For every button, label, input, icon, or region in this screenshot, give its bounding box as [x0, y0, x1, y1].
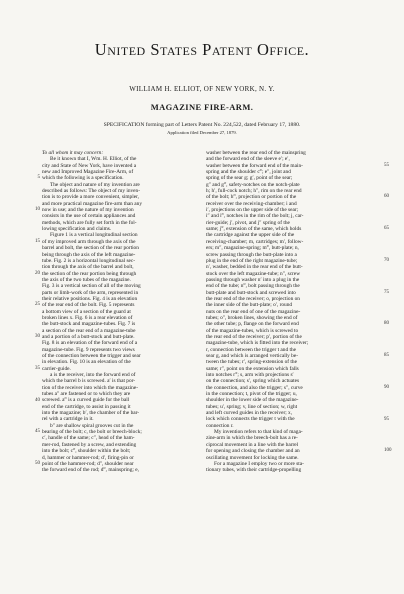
text-line: washer between the forward end of the main-	[206, 162, 303, 169]
office-title: United States Patent Office.	[94, 40, 310, 59]
text-line: described as follows: The object of my inven-	[42, 188, 140, 195]
text-line: plug in the end of the right magazine-tube;	[206, 257, 298, 264]
text-line: same; r″, point on the extension which falls	[206, 365, 299, 372]
text-line: stock over the left magazine-tube; n″, screw	[206, 270, 301, 277]
text-line: tube. Fig. 2 is a horizontal longitudinal sec-	[42, 257, 136, 264]
text-line: consists in the use of certain appliances and	[42, 213, 136, 220]
text-line: the forward end of the rod; d‴, mainspring; e,	[42, 467, 139, 474]
text-line: into the magazine; b′, the chamber of the bar-	[42, 410, 140, 417]
text-line: the rear end of the receiver; p′, portion of the	[206, 333, 302, 340]
text-line: Be it known that I, Wm. H. Elliot, of the	[50, 156, 137, 163]
text-line: receiving-chamber; m, cartridges; m′, follow-	[206, 238, 304, 245]
text-line: point of the hammer-rod; d″, shoulder near	[42, 460, 134, 467]
text-line: r, connection between the trigger t and the	[206, 346, 297, 353]
text-line: end of the cartridge, to assist in passing it	[42, 403, 131, 410]
text-line: now in use; and the nature of my invention	[42, 207, 134, 214]
text-line: and the forward end of the sleeve e′; e′,	[206, 156, 290, 163]
text-line: g″ and g‴, safety-notches on the notch-plate	[206, 181, 300, 188]
text-line: spring and the shoulder c‴; e″, joint and	[206, 169, 291, 176]
text-line: the other tube; p, flange on the forward end	[206, 321, 299, 328]
text-line: The object and nature of my invention are	[50, 181, 140, 188]
text-line: broken lines x. Fig. 6 is a rear elevation of	[42, 314, 133, 321]
text-line: receiver over the receiving-chamber; i and	[206, 200, 297, 207]
text-line: rier-guide; j′, pivot, and j″ spring of the	[206, 219, 290, 226]
text-line: spring of the sear g; g′, point of the sear;	[206, 175, 293, 182]
text-line: bearing of the bolt; c, the bolt or breech-block;	[42, 429, 142, 436]
text-line: d, hammer or hammer-rod; d′, firing-pin or	[42, 454, 134, 461]
text-line: Fig. 3 is a vertical section of all of the moving	[42, 283, 141, 290]
text-line: tubes; o″, broken lines, showing the end of	[206, 314, 298, 321]
text-line: and a portion of a butt-stock and butt-plate.	[42, 333, 135, 340]
text-line: a section of the rear end of a magazine-tube	[42, 327, 136, 334]
line-number: 55	[384, 162, 389, 168]
application-line: Application filed December 27, 1879.	[167, 130, 237, 135]
text-line: tubes a″ are fastened or to which they are	[42, 391, 131, 398]
line-number: 15	[35, 238, 40, 244]
text-line: lock which connects the trigger t with the	[206, 416, 295, 423]
text-line: nuts on the rear end of one of the magazine-	[206, 308, 301, 315]
text-line: ciprocal movement in a line with the barrel	[206, 441, 299, 448]
text-line: i″ and i‴, notches in the rim of the bolt; j, car-	[206, 213, 304, 220]
text-line: of the connection between the trigger and sear	[42, 353, 141, 359]
text-line: zine-arm in which the breech-bolt has a re-	[206, 435, 298, 442]
text-line: tubes; u′, spring; v, line of section; w, right	[206, 403, 298, 410]
text-line: of the bolt; h‴, projection or portion of the	[206, 194, 297, 201]
text-line: the section of the rear portion being through	[42, 270, 137, 277]
text-line: of my improved arm through the axis of the	[42, 238, 136, 245]
text-line: rel with a cartridge in it.	[42, 416, 94, 423]
line-number: 5	[37, 175, 40, 181]
text-line: the cartridge against the upper side of the	[206, 232, 295, 239]
text-line: in the connection; t, pivot of the trigger; u,	[206, 391, 297, 398]
line-number: 65	[384, 226, 389, 232]
text-line: a bottom view of a section of the guard at	[42, 308, 131, 315]
text-line: and left curved guides in the receiver; x,	[206, 410, 293, 417]
text-line: tion through the axis of the barrel and bolt,	[42, 264, 134, 271]
inventor-line: WILLIAM H. ELLIOT, OF NEW YORK, N. Y.	[129, 85, 275, 93]
text-line: tion of the receiver into which the magazine-	[42, 384, 138, 391]
text-line: new and Improved Magazine Fire-Arm, of	[42, 169, 134, 176]
text-line: For a magazine I employ two or more sta-	[214, 460, 304, 467]
line-number: 80	[384, 321, 389, 327]
text-line: same; j‴, extension of the same, which holds	[206, 226, 302, 233]
text-line: butt-plate and butt-stock and screwed into	[206, 289, 296, 296]
text-line: the axis of the two tubes of the magazine.	[42, 276, 131, 283]
text-line: i′, projections on the upper side of the sear;	[206, 207, 299, 214]
text-line: which the following is a specification.	[42, 175, 124, 182]
line-number: 90	[384, 384, 389, 390]
text-line: of the rear end of the bolt. Fig. 5 represents	[42, 302, 135, 309]
text-line: the inner side of the butt-plate; o′, round	[206, 302, 293, 309]
text-line: and more practical magazine fire-arm than any	[42, 200, 142, 207]
line-number: 100	[384, 448, 392, 454]
text-line: magazine-tube. Fig. 9 represents two views	[42, 346, 135, 353]
text-line: of the magazine-tubes, which is screwed to	[206, 327, 299, 334]
text-line: in elevation. Fig. 10 is an elevation of the	[42, 359, 131, 366]
text-line: shoulder in the lower side of the magazine-	[206, 397, 299, 404]
text-line: on the connection; s′, spring which actuates	[206, 378, 300, 385]
text-line: into notches r‴; s, arm with projections s′	[206, 372, 294, 379]
text-line: the rear end of the receiver; o, projection on	[206, 295, 300, 302]
text-line: Figure 1 is a vertical longitudinal section	[50, 232, 138, 239]
line-number: 45	[35, 429, 40, 435]
text-line: c′, handle of the same; c″, head of the ham-	[42, 435, 135, 442]
text-line: methods, which are fully set forth in the fol-	[42, 219, 137, 226]
line-number: 60	[384, 194, 389, 200]
text-line: city and State of New York, have invented a	[42, 162, 137, 169]
line-number: 25	[35, 302, 40, 308]
text-line: for opening and closing the chamber and an	[206, 448, 300, 455]
text-line: n′, washer, bedded in the rear end of the butt-	[206, 264, 303, 271]
text-line: passing through washer n′ into a plug in the	[206, 276, 300, 283]
specification-line: SPECIFICATION forming part of Letters Patent No. 224,522, dated February 17, 1880.	[103, 122, 301, 128]
text-line: connection r.	[206, 422, 234, 429]
text-line: sear g, and which is arranged vertically be-	[206, 353, 298, 359]
text-line: parts or limb-work of the arm, represented in	[42, 289, 139, 296]
text-line: ers; m″, magazine-spring; m‴, butt-plate; n,	[206, 245, 299, 252]
text-line: screwed. a‴ is a curved guide for the ball	[42, 397, 130, 404]
text-line: screw passing through the butt-plate into a	[206, 251, 297, 258]
text-line: end of the tube; n‴, bolt passing through the	[206, 283, 300, 290]
text-line: mer-rod, fastened by a screw, and extending	[42, 441, 137, 448]
text-line: oscillating movement for locking the same.	[206, 454, 299, 461]
text-line: tionary tubes, with their cartridge-propelling	[206, 467, 302, 474]
text-line: their relative positions. Fig. 4 is an elevation	[42, 295, 138, 302]
left-text-column	[42, 150, 214, 474]
text-line: into the bolt; c‴, shoulder within the bolt;	[42, 448, 131, 455]
line-number: 95	[384, 416, 389, 422]
line-number: 10	[35, 207, 40, 213]
text-line: the butt-stock and magazine-tubes. Fig. 7 is	[42, 321, 136, 328]
line-number: 30	[35, 334, 40, 340]
text-line: being through the axis of the left magazine-	[42, 251, 136, 258]
text-line: lowing specification and claims.	[42, 226, 112, 233]
text-line: carrier-guide.	[42, 365, 71, 372]
text-line: h; h′, full-cock notch; h″, rim on the rear end	[206, 188, 302, 195]
text-line: b″ are shallow spiral grooves cut in the	[50, 422, 134, 429]
text-line: tween the tubes; r′, spring-extension of the	[206, 359, 297, 366]
text-line: To all whom it may concern:	[42, 150, 104, 156]
text-line: the connection, and also the trigger; s″, curve	[206, 384, 303, 391]
line-number: 40	[35, 397, 40, 403]
line-number: 70	[384, 257, 389, 263]
invention-heading: MAGAZINE FIRE-ARM.	[150, 102, 254, 112]
text-line: which the barrel b is screwed. a′ is that por-	[42, 378, 136, 385]
text-line: barrel and bolt, the section of the rear portion	[42, 245, 139, 252]
line-number: 50	[35, 461, 40, 467]
right-text-column	[206, 150, 378, 474]
text-line: magazine-tube, which is fitted into the receiver;	[206, 340, 309, 347]
text-line: a is the receiver, into the forward end of	[50, 372, 136, 379]
text-line: washer between the rear end of the mainspring	[206, 150, 306, 156]
text-line: My invention refers to that kind of maga-	[214, 429, 303, 436]
line-number: 85	[384, 353, 389, 359]
text-line: tion is to provide a more convenient, simpler,	[42, 194, 139, 201]
line-number: 20	[35, 270, 40, 276]
line-number: 35	[35, 365, 40, 371]
text-line: Fig. 8 is an elevation of the forward end of a	[42, 340, 138, 347]
line-number: 75	[384, 289, 389, 295]
